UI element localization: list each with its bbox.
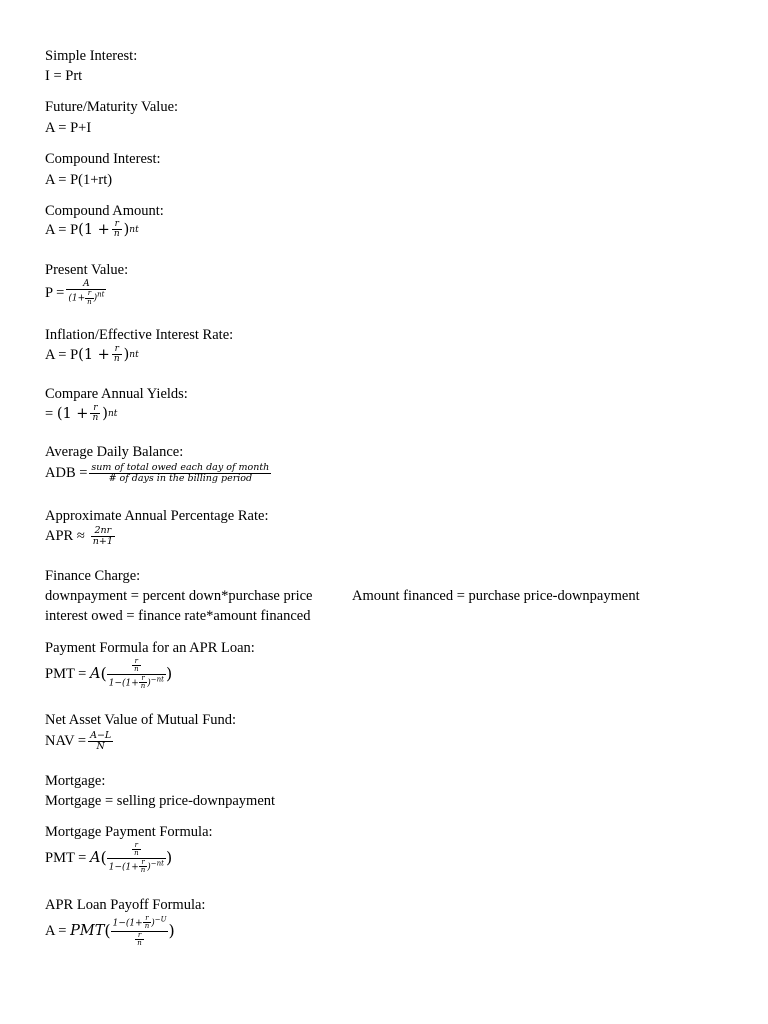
mortgage-formula: Mortgage = selling price-downpayment: [45, 793, 276, 809]
formula-exponent: nt: [129, 224, 139, 235]
formula-open: (1 +: [56, 405, 89, 422]
present-value-fraction: [66, 280, 106, 306]
fraction-numerator: A: [83, 279, 90, 289]
payoff-fraction: [111, 915, 169, 947]
simple-interest-heading: Simple Interest:: [45, 48, 138, 64]
fraction-numerator: r: [114, 344, 119, 354]
inflation-heading: Inflation/Effective Interest Rate:: [45, 327, 234, 343]
formula-a: A: [89, 850, 101, 867]
apr-fraction: [91, 526, 115, 547]
simple-interest-formula: I = Prt: [45, 68, 83, 84]
present-value-heading: Present Value:: [45, 262, 129, 278]
fraction-denominator: n: [113, 354, 120, 365]
r-over-n-fraction: [90, 404, 100, 424]
fraction-denominator: N: [96, 740, 105, 752]
adb-fraction: [89, 463, 271, 484]
fraction-numerator: sum of total owed each day of month: [91, 462, 270, 473]
formula-a: A: [89, 666, 101, 683]
fraction-numerator: 2nr: [94, 525, 112, 536]
mortgage-payment-heading: Mortgage Payment Formula:: [45, 824, 213, 840]
payment-apr-heading: Payment Formula for an APR Loan:: [45, 640, 255, 656]
fraction-denominator: n: [113, 229, 120, 240]
annual-yields-heading: Compare Annual Yields:: [45, 386, 188, 402]
inflation-formula: [45, 345, 139, 365]
fraction-denominator: n+1: [92, 535, 113, 547]
formula-lhs: NAV =: [45, 733, 87, 750]
payment-apr-formula: PMT = A ( $\frac{r}{n}$ 1−(1+ $\frac{r}{n}$ )$^{-nt}$ ): [45, 657, 173, 691]
formula-exponent: nt: [107, 408, 118, 419]
formula-lhs: PMT =: [45, 850, 90, 867]
formula-open: (1 +: [78, 221, 110, 238]
payoff-formula: A = PMT ( 1−(1+ $\frac{r}{n}$ )$^{-U}$ $\frac{r}{n}$ ): [45, 914, 175, 948]
formula-lhs: A = P: [45, 346, 79, 363]
formula-close: ): [123, 346, 130, 363]
nav-formula: [45, 731, 115, 752]
compound-amount-formula: [45, 220, 139, 240]
formula-close: ): [123, 221, 130, 238]
r-over-n-fraction: [112, 345, 122, 365]
formula-lhs: =: [45, 405, 57, 422]
amount-financed-formula: Amount financed = purchase price-downpayment: [352, 588, 640, 604]
formula-lhs: ADB =: [45, 465, 88, 482]
fraction-numerator: A−L: [90, 730, 112, 741]
formula-pmt: PMT: [70, 923, 105, 940]
r-over-n-fraction: [112, 220, 122, 240]
apr-formula: [45, 526, 117, 547]
fraction-numerator: r: [93, 403, 98, 413]
fraction-numerator: r: [114, 219, 119, 229]
compound-interest-heading: Compound Interest:: [45, 151, 161, 167]
adb-formula: [45, 463, 273, 484]
formula-lhs: P =: [45, 285, 65, 302]
finance-charge-heading: Finance Charge:: [45, 568, 141, 584]
compound-interest-formula: A = P(1+rt): [45, 172, 113, 188]
adb-heading: Average Daily Balance:: [45, 444, 184, 460]
future-value-heading: Future/Maturity Value:: [45, 99, 179, 115]
formula-close: ): [102, 405, 108, 422]
formula-lhs: A =: [45, 923, 71, 940]
fraction-denominator: (1+ $\frac{r}{n}$ )$^{nt}$: [68, 289, 105, 306]
fraction-numerator: $\frac{r}{n}$: [134, 657, 139, 674]
fraction-denominator: n: [92, 413, 99, 424]
payment-fraction: [107, 658, 166, 690]
fraction-numerator: 1−(1+ $\frac{r}{n}$ )$^{-U}$: [112, 914, 167, 931]
mortgage-payment-formula: PMT = A ( $\frac{r}{n}$ 1−(1+ $\frac{r}{n}$ )$^{-nt}$ ): [45, 841, 173, 875]
nav-fraction: [88, 731, 113, 752]
mortgage-heading: Mortgage:: [45, 773, 106, 789]
future-value-formula: A = P+I: [45, 120, 92, 136]
compound-amount-heading: Compound Amount:: [45, 203, 164, 219]
nav-heading: Net Asset Value of Mutual Fund:: [45, 712, 237, 728]
annual-yields-formula: [45, 404, 117, 424]
downpayment-formula: downpayment = percent down*purchase price: [45, 588, 313, 604]
fraction-denominator: 1−(1+ $\frac{r}{n}$ )$^{-nt}$: [108, 857, 164, 875]
apr-heading: Approximate Annual Percentage Rate:: [45, 508, 269, 524]
present-value-formula: [45, 280, 108, 306]
formula-open: (1 +: [78, 346, 110, 363]
fraction-denominator: # of days in the billing period: [108, 472, 253, 484]
fraction-denominator: $\frac{r}{n}$: [137, 930, 142, 948]
formula-lhs: APR ≈: [45, 528, 85, 545]
mortgage-payment-fraction: [107, 842, 166, 874]
formula-lhs: A = P: [45, 221, 79, 238]
fraction-denominator: 1−(1+ $\frac{r}{n}$ )$^{-nt}$: [108, 673, 164, 691]
fraction-numerator: $\frac{r}{n}$: [134, 841, 139, 858]
formula-exponent: nt: [129, 349, 139, 360]
formula-lhs: PMT =: [45, 666, 90, 683]
payoff-heading: APR Loan Payoff Formula:: [45, 897, 206, 913]
interest-owed-formula: interest owed = finance rate*amount financed: [45, 608, 311, 624]
